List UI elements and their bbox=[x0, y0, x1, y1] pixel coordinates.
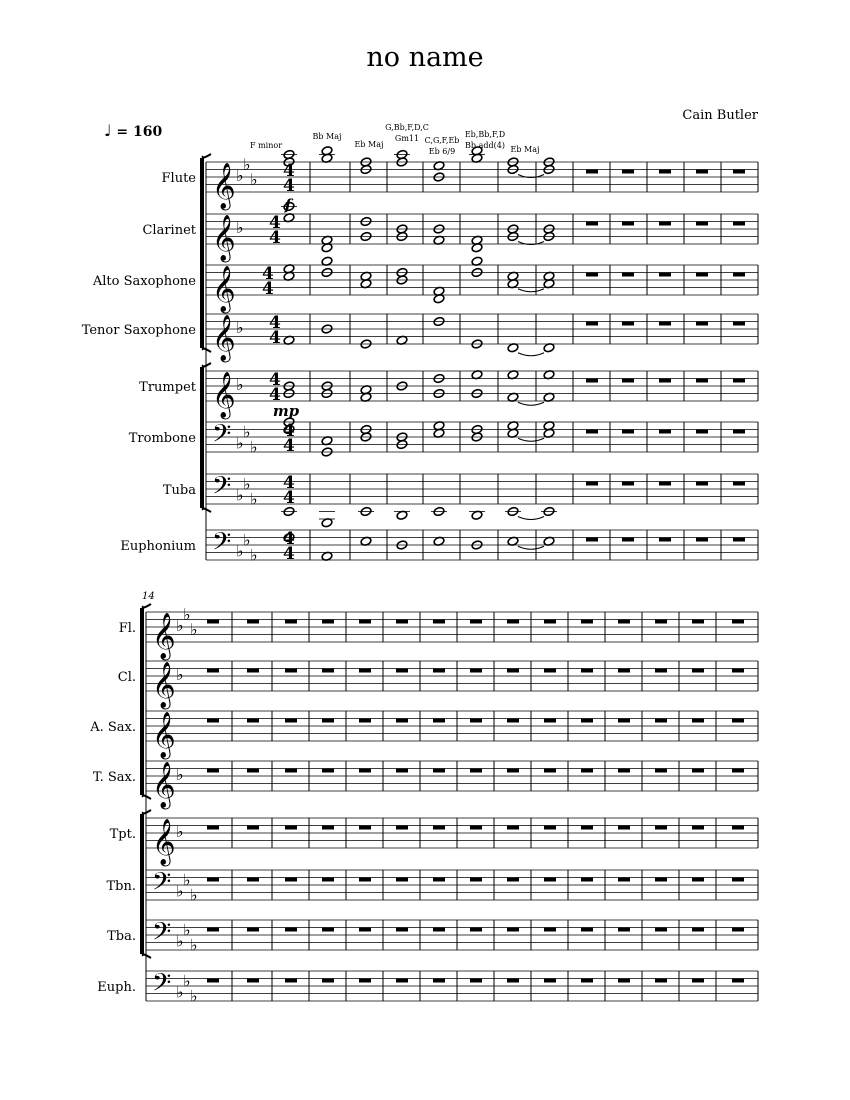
whole-rest bbox=[586, 482, 598, 486]
whole-rest bbox=[692, 878, 704, 882]
whole-rest bbox=[207, 878, 219, 882]
whole-rest bbox=[692, 669, 704, 673]
whole-rest bbox=[618, 719, 630, 723]
whole-rest bbox=[733, 538, 745, 542]
whole-rest bbox=[207, 669, 219, 673]
whole-rest bbox=[732, 878, 744, 882]
whole-rest bbox=[247, 928, 259, 932]
whole-rest bbox=[692, 620, 704, 624]
whole-rest bbox=[433, 769, 445, 773]
brass-bracket bbox=[200, 367, 204, 508]
whole-rest bbox=[507, 719, 519, 723]
tie bbox=[518, 438, 544, 441]
whole-rest bbox=[733, 322, 745, 326]
time-signature-top: 4 bbox=[269, 370, 281, 390]
instrument-name: Alto Saxophone bbox=[92, 274, 196, 289]
flat-icon: ♭ bbox=[243, 474, 251, 494]
whole-rest bbox=[285, 878, 297, 882]
time-signature-bottom: 4 bbox=[269, 385, 281, 405]
chord-symbol: Bb add(4) bbox=[465, 141, 505, 150]
whole-rest bbox=[507, 979, 519, 983]
instrument-name: Tuba bbox=[162, 483, 196, 498]
whole-rest bbox=[247, 769, 259, 773]
bass-clef-icon: 𝄢 bbox=[212, 419, 232, 455]
whole-rest bbox=[622, 538, 634, 542]
whole-rest bbox=[581, 719, 593, 723]
flat-icon: ♭ bbox=[176, 665, 184, 684]
whole-rest bbox=[659, 430, 671, 434]
whole-rest bbox=[396, 979, 408, 983]
bass-clef-icon: 𝄢 bbox=[152, 917, 172, 953]
page-title: no name bbox=[366, 42, 484, 73]
instrument-short-name: Euph. bbox=[97, 980, 136, 995]
whole-rest bbox=[696, 430, 708, 434]
instrument-short-name: Cl. bbox=[117, 670, 136, 685]
treble-clef-icon: 𝄞 bbox=[212, 315, 236, 361]
whole-rest bbox=[696, 538, 708, 542]
woodwind-bracket-bottom bbox=[203, 348, 211, 352]
whole-rest bbox=[622, 322, 634, 326]
chord-symbol: G,Bb,F,D,C bbox=[385, 123, 429, 132]
whole-rest bbox=[733, 430, 745, 434]
whole-rest bbox=[247, 719, 259, 723]
whole-rest bbox=[359, 669, 371, 673]
whole-rest bbox=[618, 669, 630, 673]
whole-rest bbox=[470, 769, 482, 773]
whole-rest bbox=[470, 826, 482, 830]
whole-rest bbox=[207, 769, 219, 773]
whole-rest bbox=[618, 826, 630, 830]
flat-icon: ♭ bbox=[236, 318, 244, 337]
time-signature-bottom: 4 bbox=[262, 279, 274, 299]
flat-icon: ♭ bbox=[176, 881, 184, 901]
time-signature-bottom: 4 bbox=[283, 488, 295, 508]
quarter-note-icon: ♩ bbox=[104, 121, 112, 140]
whole-rest bbox=[470, 878, 482, 882]
treble-clef-icon: 𝄞 bbox=[152, 613, 176, 659]
time-signature-top: 4 bbox=[262, 264, 274, 284]
whole-rest bbox=[470, 669, 482, 673]
whole-rest bbox=[207, 928, 219, 932]
flat-icon: ♭ bbox=[176, 616, 184, 635]
whole-rest bbox=[285, 769, 297, 773]
whole-rest bbox=[207, 719, 219, 723]
whole-rest bbox=[247, 979, 259, 983]
time-signature-bottom: 4 bbox=[283, 176, 295, 196]
whole-rest bbox=[285, 826, 297, 830]
whole-rest bbox=[586, 170, 598, 174]
treble-clef-icon: 𝄞 bbox=[212, 372, 236, 418]
whole-rest bbox=[618, 620, 630, 624]
whole-rest bbox=[285, 620, 297, 624]
whole-rest bbox=[247, 669, 259, 673]
whole-rest bbox=[655, 669, 667, 673]
flat-icon: ♭ bbox=[243, 530, 251, 550]
whole-rest bbox=[247, 826, 259, 830]
measure-number: 14 bbox=[142, 591, 155, 602]
whole-rest bbox=[732, 669, 744, 673]
whole-rest bbox=[207, 620, 219, 624]
treble-clef-icon: 𝄞 bbox=[212, 163, 236, 209]
whole-rest bbox=[322, 979, 334, 983]
time-signature-bottom: 4 bbox=[283, 544, 295, 564]
whole-rest bbox=[544, 878, 556, 882]
whole-rest bbox=[544, 928, 556, 932]
bass-clef-icon: 𝄢 bbox=[212, 527, 232, 563]
whole-rest bbox=[696, 222, 708, 226]
whole-rest bbox=[732, 769, 744, 773]
whole-rest bbox=[581, 979, 593, 983]
whole-rest bbox=[692, 979, 704, 983]
flat-icon: ♭ bbox=[243, 154, 251, 174]
whole-rest bbox=[544, 826, 556, 830]
whole-rest bbox=[655, 878, 667, 882]
flat-icon: ♭ bbox=[183, 870, 191, 890]
whole-rest bbox=[618, 769, 630, 773]
whole-rest bbox=[470, 620, 482, 624]
chord-symbol: Eb Maj bbox=[510, 145, 540, 154]
whole-rest bbox=[655, 826, 667, 830]
whole-rest bbox=[359, 719, 371, 723]
whole-rest bbox=[586, 322, 598, 326]
instrument-short-name: Fl. bbox=[118, 621, 136, 636]
tie bbox=[518, 517, 544, 520]
whole-rest bbox=[581, 878, 593, 882]
tempo-text: = 160 bbox=[116, 124, 163, 140]
whole-rest bbox=[622, 482, 634, 486]
bass-clef-icon: 𝄢 bbox=[152, 867, 172, 903]
whole-rest bbox=[507, 878, 519, 882]
whole-rest bbox=[322, 769, 334, 773]
whole-rest bbox=[247, 878, 259, 882]
whole-rest bbox=[622, 430, 634, 434]
whole-rest bbox=[692, 826, 704, 830]
whole-rest bbox=[507, 769, 519, 773]
flat-icon: ♭ bbox=[190, 619, 198, 639]
flat-icon: ♭ bbox=[243, 422, 251, 442]
whole-rest bbox=[396, 878, 408, 882]
instrument-short-name: T. Sax. bbox=[92, 770, 136, 785]
whole-rest bbox=[618, 979, 630, 983]
whole-rest bbox=[285, 928, 297, 932]
tie bbox=[518, 289, 544, 292]
whole-rest bbox=[396, 769, 408, 773]
whole-rest bbox=[433, 620, 445, 624]
time-signature-top: 4 bbox=[283, 421, 295, 441]
brass-bracket-top bbox=[143, 810, 151, 814]
whole-rest bbox=[470, 979, 482, 983]
whole-rest bbox=[507, 669, 519, 673]
whole-rest bbox=[359, 979, 371, 983]
staff-cl bbox=[146, 661, 758, 691]
chord-symbol: Eb Maj bbox=[354, 140, 384, 149]
whole-rest bbox=[618, 928, 630, 932]
flat-icon: ♭ bbox=[176, 822, 184, 841]
staff-tsax bbox=[146, 761, 758, 791]
whole-rest bbox=[696, 482, 708, 486]
flat-icon: ♭ bbox=[176, 931, 184, 951]
whole-rest bbox=[696, 170, 708, 174]
whole-rest bbox=[470, 928, 482, 932]
brass-bracket-bottom bbox=[203, 508, 211, 512]
chord-symbol: Eb 6/9 bbox=[428, 147, 456, 156]
chord-symbol: Gm11 bbox=[394, 134, 420, 143]
whole-rest bbox=[359, 826, 371, 830]
instrument-name: Trumpet bbox=[139, 380, 196, 395]
whole-rest bbox=[618, 878, 630, 882]
whole-rest bbox=[655, 979, 667, 983]
whole-rest bbox=[659, 482, 671, 486]
whole-rest bbox=[655, 769, 667, 773]
whole-rest bbox=[285, 719, 297, 723]
dynamic-marking: f bbox=[284, 196, 292, 214]
whole-rest bbox=[396, 826, 408, 830]
whole-rest bbox=[692, 719, 704, 723]
whole-rest bbox=[692, 769, 704, 773]
flat-icon: ♭ bbox=[236, 218, 244, 237]
whole-rest bbox=[655, 928, 667, 932]
staff-fl bbox=[146, 612, 758, 642]
staff-tpt bbox=[146, 818, 758, 848]
whole-rest bbox=[433, 719, 445, 723]
time-signature-top: 4 bbox=[283, 161, 295, 181]
time-signature-bottom: 4 bbox=[269, 228, 281, 248]
whole-rest bbox=[322, 878, 334, 882]
woodwind-bracket bbox=[200, 158, 204, 348]
flat-icon: ♭ bbox=[183, 920, 191, 940]
whole-rest bbox=[732, 928, 744, 932]
whole-rest bbox=[622, 273, 634, 277]
whole-rest bbox=[285, 669, 297, 673]
whole-rest bbox=[470, 719, 482, 723]
whole-rest bbox=[732, 979, 744, 983]
brass-bracket-bottom bbox=[143, 954, 151, 958]
instrument-name: Flute bbox=[161, 171, 196, 186]
whole-rest bbox=[732, 719, 744, 723]
flat-icon: ♭ bbox=[250, 437, 258, 457]
whole-rest bbox=[581, 620, 593, 624]
staff-tba bbox=[146, 920, 758, 950]
whole-rest bbox=[433, 826, 445, 830]
whole-rest bbox=[733, 170, 745, 174]
whole-rest bbox=[659, 538, 671, 542]
flat-icon: ♭ bbox=[250, 169, 258, 189]
whole-rest bbox=[322, 928, 334, 932]
time-signature-top: 4 bbox=[269, 313, 281, 333]
time-signature-bottom: 4 bbox=[269, 328, 281, 348]
whole-rest bbox=[507, 620, 519, 624]
whole-rest bbox=[433, 928, 445, 932]
whole-rest bbox=[581, 826, 593, 830]
instrument-name: Tenor Saxophone bbox=[81, 323, 196, 338]
woodwind-bracket-bottom bbox=[143, 795, 151, 799]
treble-clef-icon: 𝄞 bbox=[212, 266, 236, 312]
whole-rest bbox=[733, 273, 745, 277]
flat-icon: ♭ bbox=[236, 166, 244, 185]
instrument-name: Euphonium bbox=[120, 539, 196, 554]
whole-rest bbox=[622, 222, 634, 226]
whole-rest bbox=[586, 273, 598, 277]
tie bbox=[518, 402, 544, 405]
whole-rest bbox=[322, 826, 334, 830]
flat-icon: ♭ bbox=[183, 604, 191, 624]
whole-rest bbox=[696, 322, 708, 326]
whole-rest bbox=[359, 928, 371, 932]
whole-rest bbox=[544, 979, 556, 983]
treble-clef-icon: 𝄞 bbox=[152, 712, 176, 758]
flat-icon: ♭ bbox=[183, 971, 191, 991]
whole-rest bbox=[544, 620, 556, 624]
flat-icon: ♭ bbox=[236, 433, 244, 453]
whole-rest bbox=[544, 769, 556, 773]
woodwind-bracket bbox=[140, 608, 144, 795]
whole-rest bbox=[507, 928, 519, 932]
chord-symbol: C,G,F,Eb bbox=[424, 136, 460, 145]
flat-icon: ♭ bbox=[250, 489, 258, 509]
whole-rest bbox=[544, 669, 556, 673]
bass-clef-icon: 𝄢 bbox=[152, 968, 172, 1004]
instrument-short-name: Tpt. bbox=[109, 827, 136, 842]
brass-bracket-top bbox=[203, 363, 211, 367]
time-signature-top: 4 bbox=[283, 473, 295, 493]
whole-rest bbox=[692, 928, 704, 932]
whole-rest bbox=[696, 273, 708, 277]
whole-rest bbox=[696, 379, 708, 383]
whole-rest bbox=[359, 878, 371, 882]
woodwind-bracket-top bbox=[143, 604, 151, 608]
chord-symbol: F minor bbox=[249, 141, 283, 150]
whole-rest bbox=[733, 482, 745, 486]
staff-tenor-saxophone bbox=[206, 314, 758, 344]
whole-rest bbox=[586, 430, 598, 434]
tie bbox=[518, 546, 544, 549]
whole-rest bbox=[581, 669, 593, 673]
whole-rest bbox=[544, 719, 556, 723]
whole-rest bbox=[659, 273, 671, 277]
treble-clef-icon: 𝄞 bbox=[152, 762, 176, 808]
flat-icon: ♭ bbox=[176, 765, 184, 784]
instrument-short-name: Tbn. bbox=[106, 879, 136, 894]
whole-rest bbox=[732, 826, 744, 830]
whole-rest bbox=[659, 222, 671, 226]
chord-symbol: Bb Maj bbox=[312, 132, 342, 141]
whole-rest bbox=[586, 222, 598, 226]
whole-rest bbox=[622, 379, 634, 383]
whole-rest bbox=[659, 379, 671, 383]
time-signature-top: 4 bbox=[269, 213, 281, 233]
flat-icon: ♭ bbox=[190, 935, 198, 955]
instrument-name: Clarinet bbox=[142, 223, 196, 238]
time-signature-top: 4 bbox=[283, 529, 295, 549]
whole-rest bbox=[396, 928, 408, 932]
flat-icon: ♭ bbox=[236, 485, 244, 505]
whole-rest bbox=[433, 669, 445, 673]
whole-rest bbox=[732, 620, 744, 624]
whole-rest bbox=[581, 928, 593, 932]
whole-rest bbox=[396, 719, 408, 723]
whole-rest bbox=[285, 979, 297, 983]
tie bbox=[518, 353, 544, 356]
whole-rest bbox=[659, 170, 671, 174]
whole-rest bbox=[733, 379, 745, 383]
treble-clef-icon: 𝄞 bbox=[152, 662, 176, 708]
whole-rest bbox=[247, 620, 259, 624]
whole-rest bbox=[322, 669, 334, 673]
whole-rest bbox=[433, 979, 445, 983]
woodwind-bracket-top bbox=[203, 154, 211, 158]
whole-rest bbox=[207, 979, 219, 983]
dynamic-marking: mp bbox=[272, 402, 300, 420]
flat-icon: ♭ bbox=[176, 982, 184, 1002]
treble-clef-icon: 𝄞 bbox=[152, 819, 176, 865]
whole-rest bbox=[586, 379, 598, 383]
staff-asax bbox=[146, 711, 758, 741]
flat-icon: ♭ bbox=[190, 885, 198, 905]
flat-icon: ♭ bbox=[190, 986, 198, 1006]
whole-rest bbox=[507, 826, 519, 830]
whole-rest bbox=[655, 719, 667, 723]
composer: Cain Butler bbox=[682, 108, 758, 123]
whole-rest bbox=[733, 222, 745, 226]
bass-clef-icon: 𝄢 bbox=[212, 471, 232, 507]
whole-rest bbox=[322, 719, 334, 723]
whole-rest bbox=[655, 620, 667, 624]
whole-rest bbox=[207, 826, 219, 830]
whole-rest bbox=[586, 538, 598, 542]
flat-icon: ♭ bbox=[250, 545, 258, 565]
whole-rest bbox=[622, 170, 634, 174]
staff-euph bbox=[146, 971, 758, 1001]
whole-rest bbox=[659, 322, 671, 326]
whole-rest bbox=[396, 669, 408, 673]
flat-icon: ♭ bbox=[236, 375, 244, 394]
instrument-name: Trombone bbox=[128, 431, 196, 446]
whole-rest bbox=[359, 620, 371, 624]
chord-symbol: Eb,Bb,F,D bbox=[464, 130, 506, 139]
whole-rest bbox=[396, 620, 408, 624]
whole-rest bbox=[322, 620, 334, 624]
treble-clef-icon: 𝄞 bbox=[212, 215, 236, 261]
whole-rest bbox=[359, 769, 371, 773]
flat-icon: ♭ bbox=[236, 541, 244, 561]
brass-bracket bbox=[140, 814, 144, 954]
instrument-short-name: Tba. bbox=[107, 929, 136, 944]
instrument-short-name: A. Sax. bbox=[90, 720, 136, 735]
whole-rest bbox=[581, 769, 593, 773]
staff-tbn bbox=[146, 870, 758, 900]
whole-rest bbox=[433, 878, 445, 882]
time-signature-bottom: 4 bbox=[283, 436, 295, 456]
